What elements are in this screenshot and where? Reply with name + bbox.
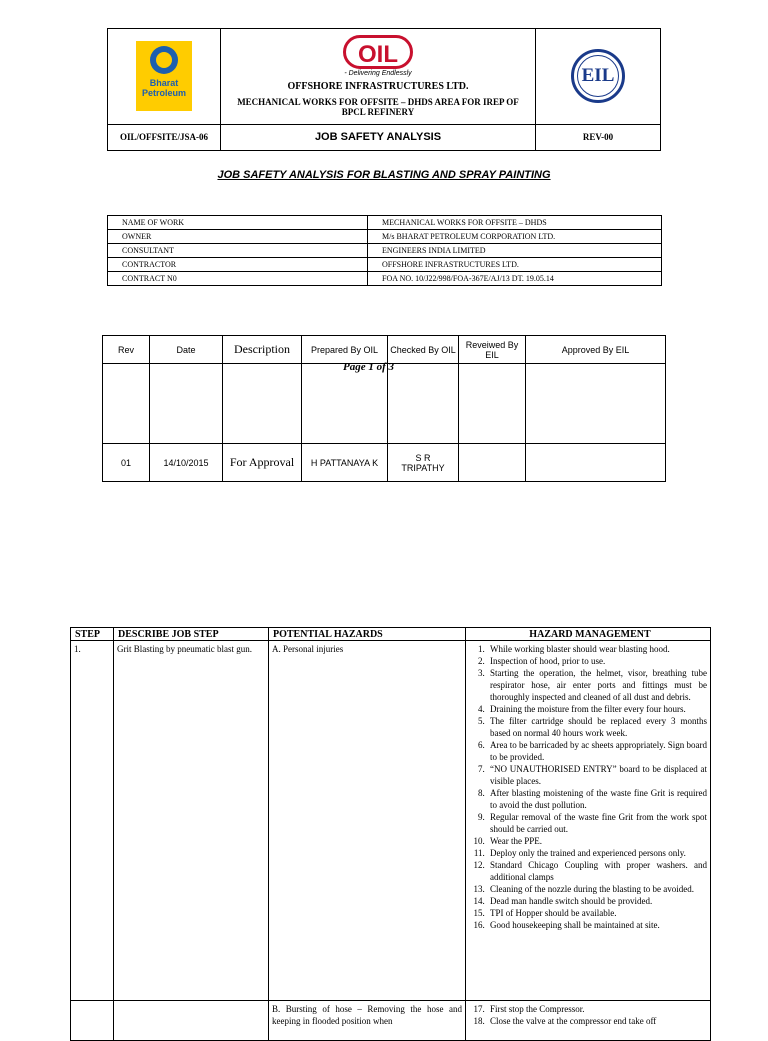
header-table [107,28,661,151]
blank-cell [526,364,666,444]
blank-cell [388,364,459,444]
management-cell [466,1001,711,1041]
work-info-label: CONTRACTOR [108,258,368,272]
work-info-label: OWNER [108,230,368,244]
blank-cell [223,364,302,444]
list-item: 14. Dead man handle switch should be provided. [487,895,707,907]
bpcl-logo-cell [108,29,221,125]
blank-cell [459,364,526,444]
work-info-row [108,272,662,286]
work-info-table [107,215,662,286]
work-info-label: CONSULTANT [108,244,368,258]
page-indicator: Page 1 of 3 [343,361,395,373]
list-item: 9. Regular removal of the waste fine Grit from the work spot should be carried out. [487,811,707,835]
date-value: 14/10/2015 [150,444,223,482]
list-item: 7. “NO UNAUTHORISED ENTRY” board to be displaced at visible places. [487,763,707,787]
list-item: 8. After blasting moistening of the waste fine Grit is required to avoid the dust pollution. [487,787,707,811]
management-header: HAZARD MANAGEMENT [466,628,711,641]
oil-tagline: - Delivering Endlessly [344,70,412,78]
approved-header: Approved By EIL [526,336,666,364]
date-header: Date [150,336,223,364]
list-item: 6. Area to be barricaded by ac sheets appropriately. Sign board to be provided. [487,739,707,763]
revision-row [103,444,666,482]
list-item: 16. Good housekeeping shall be maintained at site. [487,919,707,931]
table-row [71,1001,711,1041]
blank-cell [150,364,223,444]
work-info-value: OFFSHORE INFRASTRUCTURES LTD. [368,258,662,272]
list-item: 11. Deploy only the trained and experienced persons only. [487,847,707,859]
work-info-row [108,230,662,244]
measures-list [469,643,707,931]
list-item: 5. The filter cartridge should be replaced every 3 months based on normal 40 hours work week. [487,715,707,739]
measures-list [469,1003,707,1027]
job-step-header: DESCRIBE JOB STEP [114,628,269,641]
work-info-row [108,216,662,230]
document-title: JOB SAFETY ANALYSIS FOR BLASTING AND SPRAY PAINTING [217,169,551,181]
reviewed-value [459,444,526,482]
list-item: 10. Wear the PPE. [487,835,707,847]
job-step-text: Grit Blasting by pneumatic blast gun. [114,641,269,1001]
step-number: 1. [71,641,114,1001]
list-item: 15. TPI of Hopper should be available. [487,907,707,919]
hazards-header: POTENTIAL HAZARDS [269,628,466,641]
list-item: 4. Draining the moisture from the filter every four hours. [487,703,707,715]
eil-logo-cell [536,29,661,125]
work-info-value: FOA NO. 10/J22/998/FOA-367E/AJ/13 DT. 19.05.14 [368,272,662,286]
hazard-text: A. Personal injuries [269,641,466,1001]
eil-logo: EIL [571,49,625,103]
management-cell [466,641,711,1001]
bpcl-emblem-icon [150,46,178,74]
hazard-text: B. Bursting of hose – Removing the hose and keeping in flooded position when [269,1001,466,1041]
work-info-value: M/s BHARAT PETROLEUM CORPORATION LTD. [368,230,662,244]
checked-header: Checked By OIL [388,336,459,364]
description-value: For Approval [223,444,302,482]
work-info-row [108,244,662,258]
blank-cell [71,1001,114,1041]
list-item: 17. First stop the Compressor. [487,1003,707,1015]
list-item: 13. Cleaning of the nozzle during the blasting to be avoided. [487,883,707,895]
table-row [71,641,711,1001]
list-item: 18. Close the valve at the compressor end take off [487,1015,707,1027]
rev-value: 01 [103,444,150,482]
list-item: 2. Inspection of hood, prior to use. [487,655,707,667]
doc-type: JOB SAFETY ANALYSIS [221,124,536,150]
bpcl-logo-text: Bharat Petroleum [141,78,186,99]
organisation-name: OFFSHORE INFRASTRUCTURES LTD. [287,81,469,93]
project-cell [221,29,536,125]
approved-value [526,444,666,482]
project-title: MECHANICAL WORKS FOR OFFSITE – DHDS AREA FOR IREP OF BPCL REFINERY [237,97,519,118]
work-info-value: MECHANICAL WORKS FOR OFFSITE – DHDS [368,216,662,230]
checked-value: S R TRIPATHY [388,444,459,482]
oil-logo: OIL [343,35,413,69]
revision-code: REV-00 [536,124,661,150]
blank-cell [103,364,150,444]
bpcl-logo [136,41,192,111]
description-header: Description [223,336,302,364]
reviewed-header: Reveiwed By EIL [459,336,526,364]
work-info-value: ENGINEERS INDIA LIMITED [368,244,662,258]
doc-number: OIL/OFFSITE/JSA-06 [108,124,221,150]
blank-cell [114,1001,269,1041]
list-item: 1. While working blaster should wear blasting hood. [487,643,707,655]
list-item: 12. Standard Chicago Coupling with proper washers. and additional clamps [487,859,707,883]
revision-table [102,335,666,482]
rev-header: Rev [103,336,150,364]
step-header: STEP [71,628,114,641]
work-info-row [108,258,662,272]
jsa-table [70,627,711,1041]
prepared-value: H PATTANAYA K [302,444,388,482]
work-info-label: CONTRACT N0 [108,272,368,286]
list-item: 3. Starting the operation, the helmet, visor, breathing tube respirator hose, air enter ports and fittings must be thoroughly inspected and cleaned of all dust and debris. [487,667,707,703]
blank-cell [302,364,388,444]
prepared-header: Prepared By OIL [302,336,388,364]
work-info-label: NAME OF WORK [108,216,368,230]
